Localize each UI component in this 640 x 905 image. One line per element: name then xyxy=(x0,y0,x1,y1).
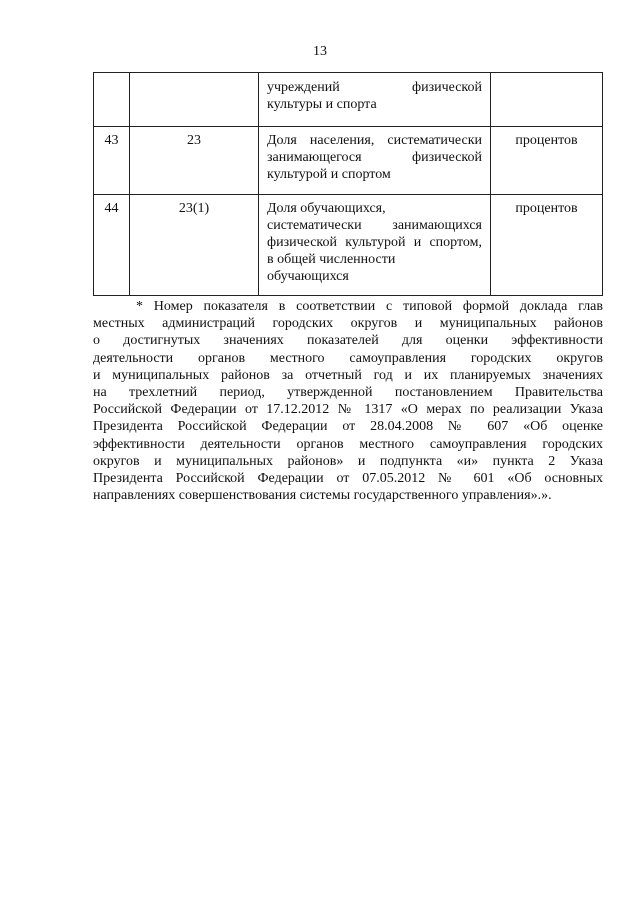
indicator-name-line: Доля населения, систематически xyxy=(267,133,482,148)
indicator-name-line: учреждений физической xyxy=(267,80,482,95)
footnote-line: о достигнутых значениях показателей для оценки эффективности xyxy=(93,333,603,349)
footnote-line: местных администраций городских округов и муниципальных районов xyxy=(93,316,603,332)
footnote-line: Президента Российской Федерации от 28.04.2008 № 607 «Об оценке xyxy=(93,419,603,435)
indicator-name-line: культуры и спорта xyxy=(267,97,377,112)
table-row xyxy=(94,127,603,195)
indicator-name-cell xyxy=(259,195,491,296)
footnote-line: деятельности органов местного самоуправления городских округов xyxy=(93,350,603,366)
indicator-name-line: физической культурой и спортом, xyxy=(267,235,482,250)
footnote-line: * Номер показателя в соответствии с типовой формой доклада глав xyxy=(136,299,603,314)
indicator-code-cell xyxy=(130,73,259,127)
unit-cell: процентов xyxy=(491,127,603,195)
indicator-name-line: Доля обучающихся, xyxy=(267,201,386,216)
indicator-name-line: культурой и спортом xyxy=(267,167,391,182)
footnote-line: эффективности деятельности органов местного самоуправления городских xyxy=(93,436,603,452)
unit-cell: процентов xyxy=(491,195,603,296)
footnote-line: на трехлетний период, утвержденной постановлением Правительства xyxy=(93,385,603,401)
row-number-cell xyxy=(94,73,130,127)
indicator-code-cell: 23 xyxy=(130,127,259,195)
indicator-name-line: обучающихся xyxy=(267,269,349,284)
footnote-line: направлениях совершенствования системы государственного управления».». xyxy=(93,488,552,504)
row-number-cell: 44 xyxy=(94,195,130,296)
indicator-name-line: систематически занимающихся xyxy=(267,218,482,233)
footnote-line: Российской Федерации от 17.12.2012 № 1317 «О мерах по реализации Указа xyxy=(93,402,603,418)
footnote-line: и муниципальных районов за отчетный год и их планируемых значениях xyxy=(93,367,603,383)
table-row xyxy=(94,195,603,296)
indicator-name-line: занимающегося физической xyxy=(267,150,482,165)
footnote xyxy=(93,298,603,504)
row-number-cell: 43 xyxy=(94,127,130,195)
footnote-line: Президента Российской Федерации от 07.05.2012 № 601 «Об основных xyxy=(93,471,603,487)
page-number: 13 xyxy=(313,44,327,59)
indicator-name-cell xyxy=(259,73,491,127)
indicator-code-cell: 23(1) xyxy=(130,195,259,296)
indicators-table xyxy=(93,72,603,296)
table-row xyxy=(94,73,603,127)
indicator-name-cell xyxy=(259,127,491,195)
indicator-name-line: в общей численности xyxy=(267,252,396,267)
unit-cell xyxy=(491,73,603,127)
footnote-line: округов и муниципальных районов» и подпункта «и» пункта 2 Указа xyxy=(93,453,603,469)
